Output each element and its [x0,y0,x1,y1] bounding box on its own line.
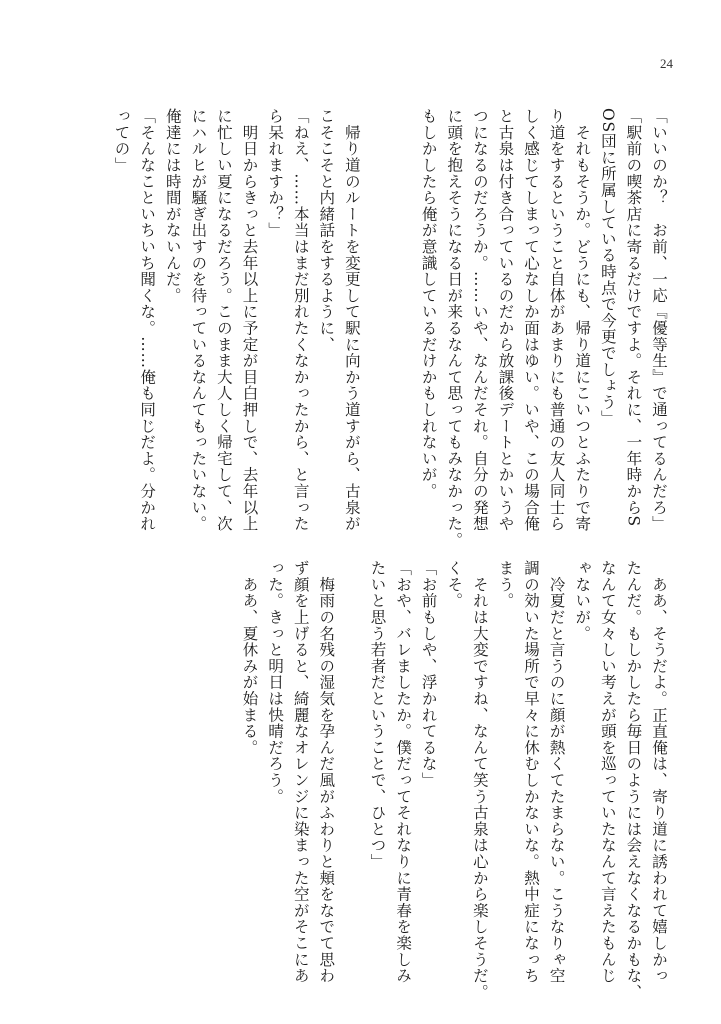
text-line: 冷夏だと言うのに顔が熱くてたまらない。こうなりゃ空 [547,560,566,984]
bottom-text-block [223,560,671,1001]
text-line: り道をするということ自体があまりにも普通の友人同士ら [547,108,566,532]
text-line: った。きっと明日は快晴だろう。 [266,560,285,805]
text-line: にハルヒが騒ぎ出すのを待っているなんてもったいない。 [189,108,208,532]
text-line: くそ。 [445,560,464,609]
text-line: に忙しい夏になるだろう。このまま大人しく帰宅して、次 [214,108,233,532]
text-line: こそこそと内緒話をするように、 [317,108,336,353]
text-line: OS団に所属している時点で今更でしょう」 [598,108,617,427]
text-line: つになるのだろうか。……いや、なんだそれ。自分の発想 [470,108,489,532]
text-line: 俺達には時間がないんだ。 [163,108,182,304]
text-line: しく感じてしまって心なしか面はゆい。いや、この場合俺 [522,108,541,532]
text-line: ら呆れますか？」 [266,108,285,239]
text-line: 「お前もしや、浮かれてるな」 [419,560,438,789]
text-line: っての」 [112,108,131,174]
text-line: 「おや、バレましたか。僕だってそれなりに青春を楽しみ [394,560,413,984]
top-text-block [112,108,671,549]
text-line [389,108,415,524]
text-line: ず顔を上げると、綺麗なオレンジに染まった空がそこにあ [291,560,310,984]
text-line: 梅雨の名残の湿気を孕んだ風がふわりと頬をなでて思わ [317,560,336,984]
text-line: たいと思う若者だということで、ひとつ」 [368,560,387,870]
text-line: もしかしたら俺が意識しているだけかもしれないが。 [419,108,438,500]
text-line: ああ、そうだよ。正直俺は、寄り道に誘われて嬉しかっ [650,560,668,984]
text-line: ああ、夏休みが始まる。 [240,560,259,756]
text-line: 「駅前の喫茶店に寄るだけですよ。それに、一年時からS [624,108,643,527]
text-line: 「ねえ、……本当はまだ別れたくなかったから、と言った [291,108,310,532]
page-number: 24 [660,56,673,71]
text-line: ゃないが。 [573,560,592,642]
text-line: に頭を抱えそうになる日が来るなんて思ってもみなかった。 [445,108,464,549]
text-line: と古泉は付き合っているのだから放課後デートとかいうや [496,108,515,532]
text-line: なんて女々しい考えが頭を巡っていたなんて言えたもんじ [598,560,617,984]
text-line: 明日からきっと去年以上に予定が目白押しで、去年以上 [240,108,259,532]
text-line [364,108,390,524]
text-line: 調の効いた場所で早々に休むしかないな。熱中症になっち [522,560,541,984]
text-line: 帰り道のルートを変更して駅に向かう道すがら、古泉が [342,108,361,532]
text-line: 「いいのか？ お前、一応『優等生』で通ってるんだろ」 [650,108,668,532]
text-line: 「そんなこといちいち聞くな。……俺も同じだよ。分かれ [138,108,157,532]
text-line: それもそうか。どうにも、帰り道にこいつとふたりで寄 [573,108,592,532]
text-line: それは大変ですね、なんて笑う古泉は心から楽しそうだ。 [470,560,489,1001]
text-line [338,560,364,976]
text-line: まう。 [496,560,515,609]
text-line: たんだ。もしかしたら毎日のようには会えなくなるかもな、 [624,560,643,1001]
